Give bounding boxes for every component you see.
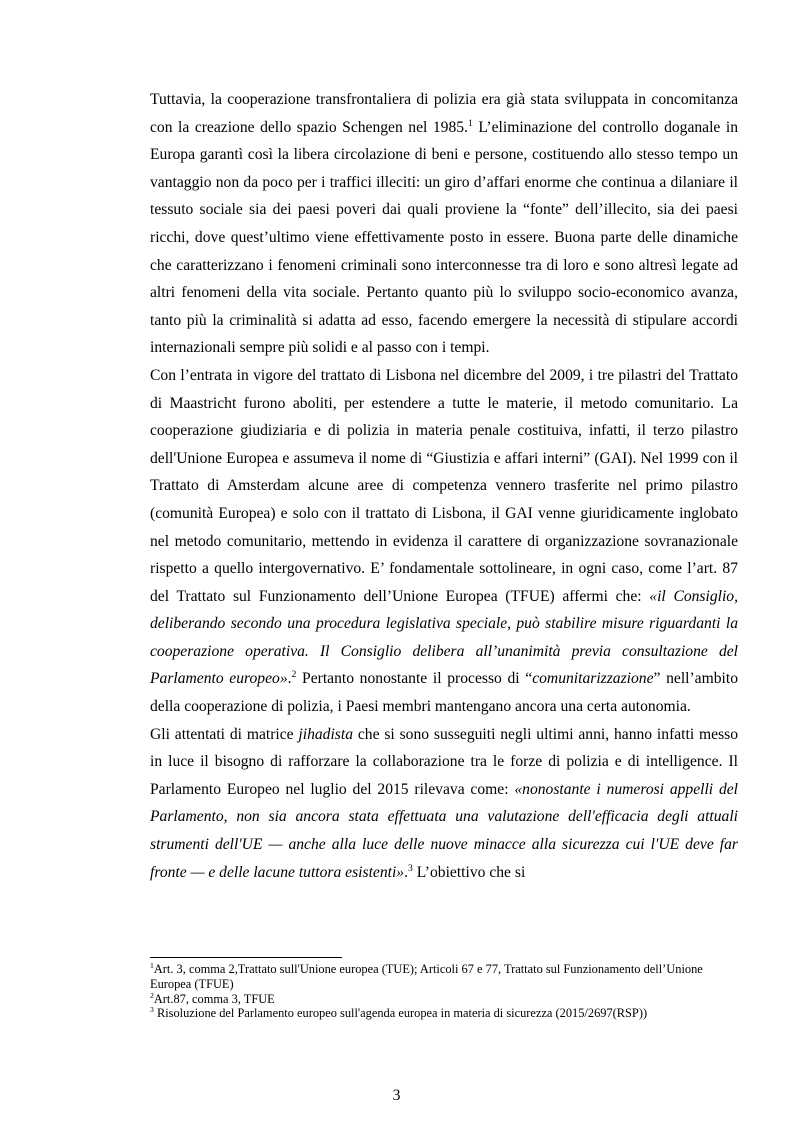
- footnote: [150, 992, 738, 1007]
- text-run: ” nell’ambito della cooperazione di polizia, i Paesi membri mantengano ancora una certa autonomia.: [150, 670, 738, 716]
- italic-text: jihadista: [298, 725, 354, 743]
- footnote-text: Risoluzione del Parlamento europeo sull'agenda europea in materia di sicurezza (2015/2697(RSP)): [153, 1006, 648, 1021]
- footnote-text: Art.87, comma 3, TFUE: [153, 991, 275, 1006]
- footnote-reference: 1: [467, 117, 473, 129]
- footnote-mark: 1: [150, 960, 154, 970]
- footnote-mark: 2: [150, 990, 154, 1000]
- page-number: 3: [392, 1087, 401, 1104]
- text-run: .: [404, 863, 408, 881]
- footnotes: [150, 962, 738, 1021]
- paragraph: [150, 721, 738, 887]
- text-run: Gli attentati di matrice: [150, 725, 299, 743]
- text-run: L’eliminazione del controllo doganale in Europa garantì così la libera circolazione di beni e persone, costituendo allo stesso tempo un vantaggio non da poco per i traffici illeciti: un giro d’affari enorme che continua a dilaniare il tessuto sociale sia dei paesi poveri dai quali proviene la “fonte” dell’illecito, sia dei paesi ricchi, dove quest’ultimo viene effettivamente posto in essere. Buona parte delle dinamiche che caratterizzano i fenomeni criminali sono interconnesse tra di loro e sono altresì legate ad altri fenomeni della vita sociale. Pertanto quanto più lo sviluppo socio-economico avanza, tanto più la criminalità si adatta ad esso, facendo emergere la necessità di stipulare accordi internazionali sempre più solidi e al passo con i tempi.: [150, 118, 739, 357]
- text-run: che si sono susseguiti negli ultimi anni, hanno infatti messo in luce il bisogno di rafforzare la collaborazione tra le forze di polizia e di intelligence. Il Parlamento Europeo nel luglio del 2015 rilevava come:: [150, 725, 739, 798]
- text-run: .: [287, 670, 292, 688]
- footnote-reference: 3: [407, 862, 413, 874]
- italic-text: «nonostante i numerosi appelli del Parlamento, non sia ancora stata effettuata una valutazione dell'efficacia degli attuali strumenti dell'UE — anche alla luce delle nuove minacce alla sicurezza cui l'UE deve far fronte — e delle lacune tuttora esistenti»: [150, 780, 739, 881]
- text-run: Con l’entrata in vigore del trattato di Lisbona nel dicembre del 2009, i tre pilastri del Trattato di Maastricht furono aboliti, per estendere a tutte le materie, il metodo comunitario. La cooperazione giudiziaria e di polizia in materia penale costituiva, infatti, il terzo pilastro dell'Unione Europea e assumeva il nome di “Giustizia e affari interni” (GAI). Nel 1999 con il Trattato di Amsterdam alcune aree di competenza vennero trasferite nel primo pilastro (comunità Europea) e solo con il trattato di Lisbona, il GAI venne giuridicamente inglobato nel metodo comunitario, mettendo in evidenza il carattere di organizzazione sovranazionale rispetto a quello intergovernativo. E’ fondamentale sottolineare, in ogni caso, come l’art. 87 del Trattato sul Funzionamento dell’Unione Europea (TFUE) affermi che:: [150, 366, 738, 605]
- italic-text: «il Consiglio, deliberando secondo una procedura legislativa speciale, può stabilire misure riguardanti la cooperazione operativa. Il Consiglio delibera all’unanimità previa consultazione del Parlamento europeo»: [150, 587, 738, 688]
- italic-text: comunitarizzazione: [532, 670, 654, 688]
- footnote: [150, 962, 738, 992]
- footnote-reference: 2: [291, 669, 297, 681]
- text-run: Tuttavia, la cooperazione transfrontaliera di polizia era già stata sviluppata in concomitanza con la creazione dello spazio Schengen nel 1985.: [150, 91, 738, 136]
- text-run: Pertanto nonostante il processo di “: [296, 670, 533, 688]
- footnote-separator: [150, 957, 342, 958]
- paragraph: [150, 86, 738, 362]
- body-text: [150, 86, 738, 886]
- footnote: [150, 1006, 738, 1021]
- footnote-mark: 3: [150, 1005, 154, 1015]
- paragraph: [150, 362, 738, 721]
- text-run: L’obiettivo che si: [412, 863, 526, 881]
- footnote-text: Art. 3, comma 2,Trattato sull'Unione europea (TUE); Articoli 67 e 77, Trattato sul Funzionamento dell’Unione Europea (TFUE): [150, 962, 703, 991]
